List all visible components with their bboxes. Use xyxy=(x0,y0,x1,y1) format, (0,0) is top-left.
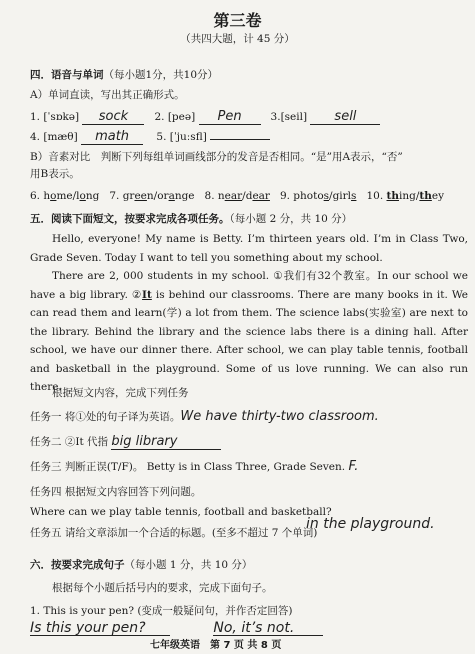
phonics-item-6: 6. home/long xyxy=(30,190,100,202)
part-a-label: A）单词直读，写出其正确形式。 xyxy=(30,89,185,101)
task-4: 任务四 根据短文内容回答下列问题。 xyxy=(30,486,202,498)
task-4-question: Where can we play table tennis, football and basketball? xyxy=(30,506,332,518)
section-6-heading: 六．按要求完成句子 xyxy=(30,559,125,571)
section-4-header xyxy=(30,68,218,82)
part-a-row-2 xyxy=(30,130,270,145)
phonics-row xyxy=(30,189,444,203)
answer-1: sock xyxy=(82,110,144,125)
section-4-note: （每小题1分，共10分） xyxy=(103,69,219,81)
answer-3: sell xyxy=(310,110,380,125)
task-2-answer: big library xyxy=(111,435,221,450)
section-4-heading: 四．语音与单词 xyxy=(30,69,104,81)
page-title: 第三卷 xyxy=(213,11,262,30)
answer-2: Pen xyxy=(199,110,261,125)
answer-response: No, it’s not. xyxy=(213,621,323,636)
task-3: 任务三 判断正误(T/F)。 Betty is in Class Three, Grade Seven. F. xyxy=(30,459,359,474)
section-6-question-1: 1. This is your pen? (变成一般疑问句，并作否定回答) xyxy=(30,605,293,617)
answer-5 xyxy=(210,139,270,140)
question-4: 4. [mæθ] xyxy=(30,131,78,143)
underlined-it: It xyxy=(142,288,152,301)
task-1-answer: We have thirty-two classroom. xyxy=(180,409,379,424)
task-4-5-answer: in the playground. xyxy=(306,516,435,532)
phonics-item-7: 7. green/orange xyxy=(109,190,195,202)
section-6-header xyxy=(30,558,252,572)
phonics-item-9: 9. photos/girls xyxy=(279,190,357,202)
part-a-row-1 xyxy=(30,110,380,125)
phonics-item-10: 10. thing/they xyxy=(366,190,445,202)
question-2: 2. [peə] xyxy=(154,111,196,123)
task-3-answer: F. xyxy=(348,459,359,474)
page-footer: 七年级英语 第 7 页 共 8 页 xyxy=(150,640,282,651)
section-6-answer-1 xyxy=(30,621,323,636)
section-5-header xyxy=(30,212,352,226)
section-6-instruction: 根据每个小题后括号内的要求，完成下面句子。 xyxy=(52,582,273,594)
task-5: 任务五 请给文章添加一个合适的标题。(至多不超过 7 个单词) xyxy=(30,527,318,539)
reading-paragraph-1: Hello, everyone! My name is Betty. I’m thirteen years old. I’m in Class Two, Grade Seven. Today I want to tell you something about my school. xyxy=(30,233,468,264)
question-3: 3.[seil] xyxy=(270,111,308,123)
task-1: 任务一 将①处的句子译为英语。We have thirty-two classroom. xyxy=(30,409,379,424)
section-6-note: （每小题 1 分，共 10 分） xyxy=(124,559,253,571)
reading-paragraph-2: There are 2, 000 students in my school. ①我们有32个教室。In our school we have a big library. ②It is behind our classrooms. There are many books in it. We can read them and learn(学) a lot from them. The science labs(实验室) are next to the library. Behind the library and the science labs there is a dining hall. After school, we have our dinner there. After school, we can play table tennis, football and basketball in the playground. Some of us love running. We can also run there. xyxy=(30,270,468,393)
question-1: 1. [ˈsɒkə] xyxy=(30,111,80,123)
part-b-label-2: 用B表示。 xyxy=(30,168,80,180)
question-5: 5. [ˈjuːsfl] xyxy=(156,131,207,143)
phonics-item-8: 8. near/dear xyxy=(204,190,270,202)
page-subtitle: （共四大题，计 45 分） xyxy=(180,33,295,45)
answer-question: Is this your pen? xyxy=(30,621,170,636)
section-5-heading: 五．阅读下面短文，按要求完成各项任务。 xyxy=(30,213,230,225)
task-2: 任务二 ②It 代指 big library xyxy=(30,435,221,450)
section-5-note: （每小题 2 分，共 10 分） xyxy=(229,213,353,225)
task-instruction: 根据短文内容，完成下列任务 xyxy=(52,387,189,399)
part-b-label: B）音素对比 判断下列每组单词画线部分的发音是否相同。“是”用A表示，“否” xyxy=(30,151,403,163)
answer-4: math xyxy=(81,130,143,145)
